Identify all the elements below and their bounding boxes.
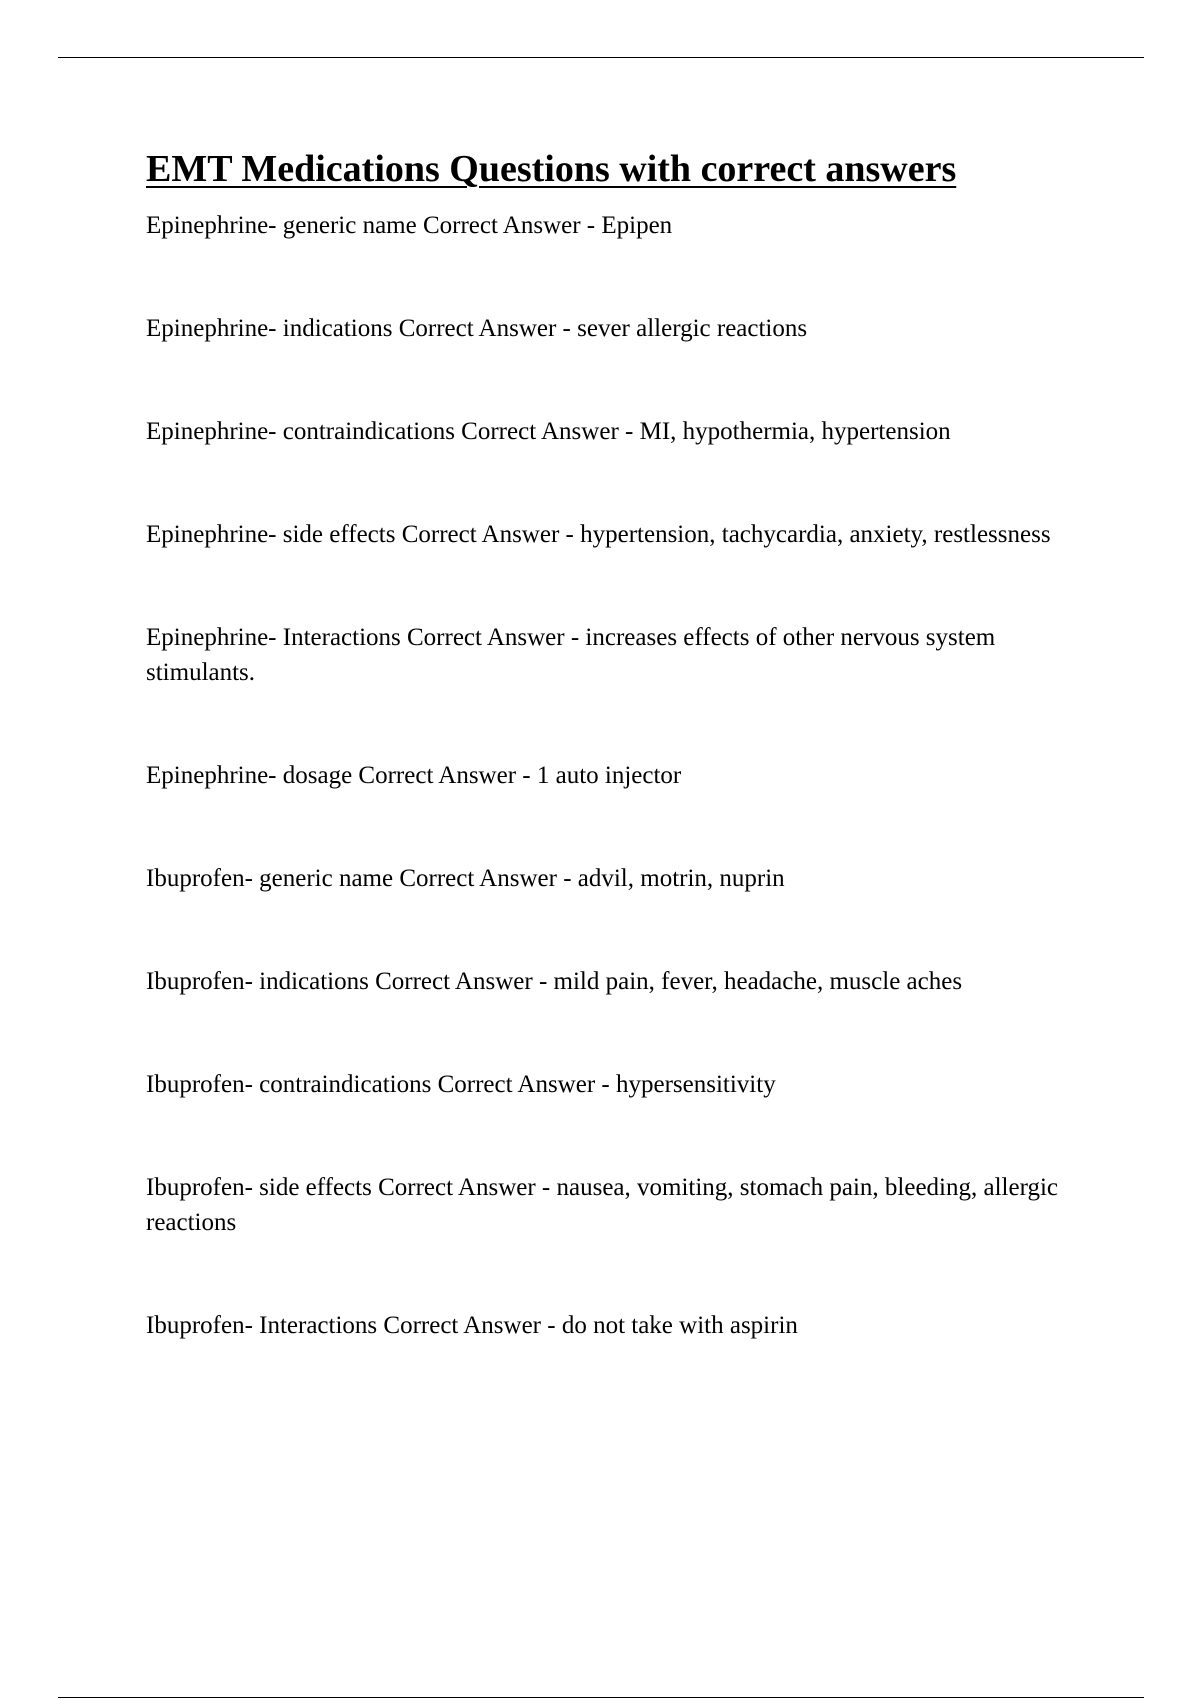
qa-item-ibuprofen-generic-name: Ibuprofen- generic name Correct Answer - advil, motrin, nuprin [146,865,785,892]
qa-item-epinephrine-indications: Epinephrine- indications Correct Answer - sever allergic reactions [146,315,808,342]
question-answer-list [146,208,1106,1343]
document-title: EMT Medications Questions with correct answers [146,148,957,190]
qa-item-ibuprofen-indications: Ibuprofen- indications Correct Answer - mild pain, fever, headache, muscle aches [146,968,963,995]
bottom-rule [58,1697,1144,1698]
qa-item-epinephrine-generic-name: Epinephrine- generic name Correct Answer - Epipen [146,212,673,239]
qa-item-epinephrine-interactions: Epinephrine- Interactions Correct Answer - increases effects of other nervous system stimulants. [146,624,996,686]
qa-item-epinephrine-contraindications: Epinephrine- contraindications Correct Answer - MI, hypothermia, hypertension [146,418,951,445]
qa-item-epinephrine-side-effects: Epinephrine- side effects Correct Answer - hypertension, tachycardia, anxiety, restlessness [146,521,1051,548]
document-body [146,142,1106,1411]
top-rule [58,57,1144,58]
qa-item-ibuprofen-side-effects: Ibuprofen- side effects Correct Answer - nausea, vomiting, stomach pain, bleeding, allergic reactions [146,1174,1058,1236]
qa-item-ibuprofen-contraindications: Ibuprofen- contraindications Correct Answer - hypersensitivity [146,1071,776,1098]
qa-item-epinephrine-dosage: Epinephrine- dosage Correct Answer - 1 auto injector [146,762,682,789]
qa-item-ibuprofen-interactions: Ibuprofen- Interactions Correct Answer - do not take with aspirin [146,1312,798,1339]
